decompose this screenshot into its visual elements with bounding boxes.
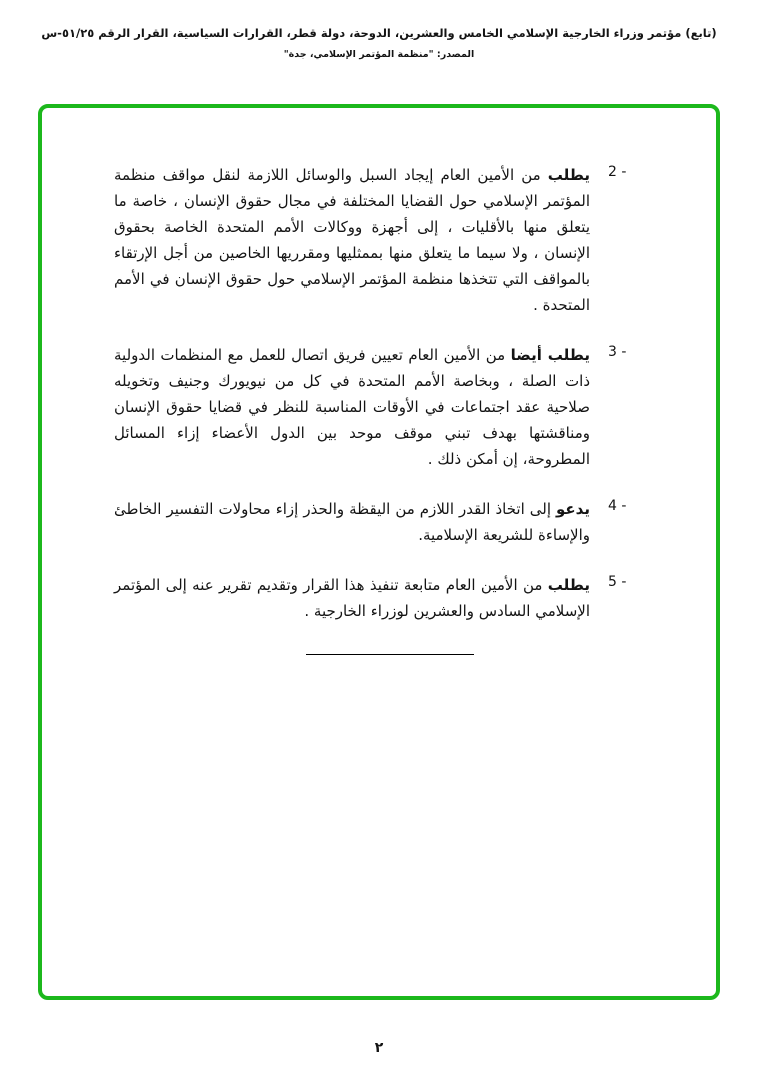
- item-text: إلى اتخاذ القدر اللازم من اليقظة والحذر إزاء محاولات التفسير الخاطئ والإساءة للشريعة الإسلامية.: [114, 500, 590, 544]
- document-header: [0, 0, 758, 60]
- item-lead-word: يدعو: [556, 500, 590, 518]
- item-paragraph: [114, 162, 590, 318]
- end-of-text-divider: [306, 654, 474, 655]
- item-number: 4 -: [608, 498, 627, 514]
- content-frame: [38, 104, 720, 1000]
- item-text: من الأمين العام متابعة تنفيذ هذا القرار وتقديم تقرير عنه إلى المؤتمر الإسلامي السادس والعشرين لوزراء الخارجية .: [114, 576, 590, 620]
- item-lead-word: يطلب أيضا: [510, 346, 590, 364]
- item-paragraph: [114, 342, 590, 472]
- item-number: 3 -: [608, 344, 627, 360]
- item-number: 2 -: [608, 164, 627, 180]
- item-text: من الأمين العام تعيين فريق اتصال للعمل مع المنظمات الدولية ذات الصلة ، وبخاصة الأمم المتحدة في كل من نيويورك وجنيف وتخويله صلاحية عقد اجتماعات في الأوقات المناسبة للنظر في قضايا حقوق الإنسان ومناقشتها بهدف تبني موقف موحد بين الدول الأعضاء إزاء المسائل المطروحة، إن أمكن ذلك .: [114, 346, 590, 468]
- page-number: ٢: [374, 1040, 384, 1056]
- resolution-item-4: [114, 496, 642, 548]
- item-lead-word: يطلب: [547, 576, 590, 594]
- item-number: 5 -: [608, 574, 627, 590]
- resolution-item-3: [114, 342, 642, 472]
- header-source-line: المصدر: "منظمة المؤتمر الإسلامي، جدة": [283, 49, 475, 60]
- header-title-line: (تابع) مؤتمر وزراء الخارجية الإسلامي الخامس والعشرين، الدوحة، دولة قطر، القرارات السياسية، القرار الرقم ٥١/٢٥-س: [41, 26, 717, 40]
- item-paragraph: [114, 572, 590, 624]
- resolution-item-2: [114, 162, 642, 318]
- item-paragraph: [114, 496, 590, 548]
- item-lead-word: يطلب: [547, 166, 590, 184]
- item-text: من الأمين العام إيجاد السبل والوسائل اللازمة لنقل مواقف منظمة المؤتمر الإسلامي حول القضايا المختلفة في مجال حقوق الإنسان ، خاصة ما يتعلق منها بالأقليات ، إلى أجهزة ووكالات الأمم المتحدة الخاصة بحقوق الإنسان ، ولا سيما ما يتعلق منها بممثليها ومقرريها الخاصين من أجل الإرتقاء بالمواقف التي تتخذها منظمة المؤتمر الإسلامي حول حقوق الإنسان في الأمم المتحدة .: [114, 166, 590, 314]
- resolution-item-5: [114, 572, 642, 624]
